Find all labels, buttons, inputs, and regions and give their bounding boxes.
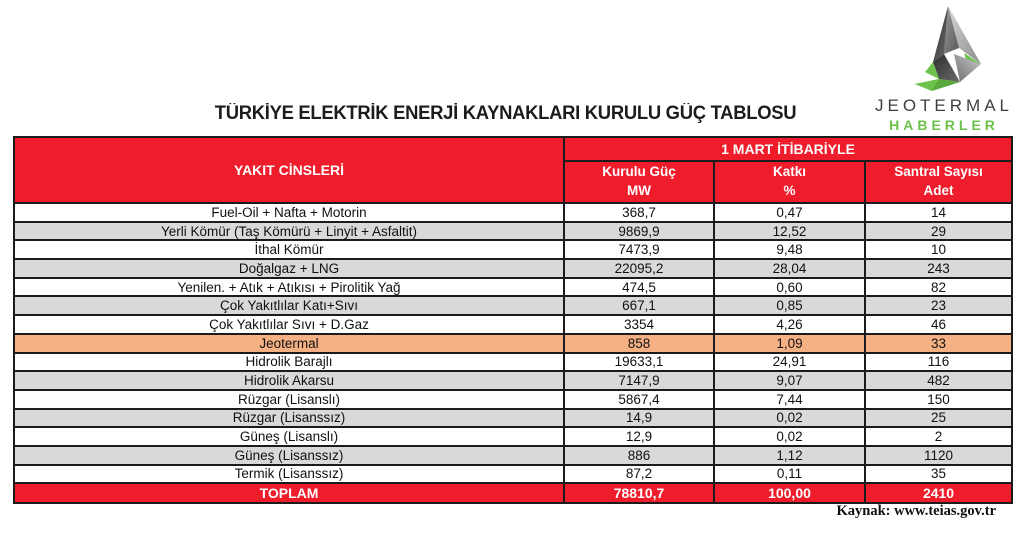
cell-pct: 24,91: [714, 353, 865, 372]
table-row: [14, 409, 1012, 428]
cell-mw: 7147,9: [564, 371, 714, 390]
cell-fuel: Fuel-Oil + Nafta + Motorin: [14, 203, 564, 222]
cell-fuel: Çok Yakıtlılar Sıvı + D.Gaz: [14, 315, 564, 334]
table-row: [14, 390, 1012, 409]
cell-mw: 9869,9: [564, 222, 714, 241]
table-row-jeotermal-highlight: [14, 334, 1012, 353]
cell-fuel: Hidrolik Barajlı: [14, 353, 564, 372]
table-row: [14, 465, 1012, 484]
geothermal-crystal-icon: [901, 4, 987, 94]
header-date-group: 1 MART İTİBARİYLE: [564, 137, 1012, 161]
header-contribution: Katkı %: [714, 161, 865, 203]
cell-adet: 2: [865, 427, 1012, 446]
cell-adet: 35: [865, 465, 1012, 484]
cell-adet: 23: [865, 296, 1012, 315]
cell-total-adet: 2410: [865, 483, 1012, 503]
cell-pct: 12,52: [714, 222, 865, 241]
cell-mw: 22095,2: [564, 259, 714, 278]
cell-pct: 0,02: [714, 427, 865, 446]
capacity-table-wrap: [13, 136, 1013, 504]
cell-fuel: Jeotermal: [14, 334, 564, 353]
cell-mw: 886: [564, 446, 714, 465]
cell-mw: 7473,9: [564, 240, 714, 259]
header-installed-power: Kurulu Güç MW: [564, 161, 714, 203]
cell-adet: 482: [865, 371, 1012, 390]
cell-fuel: Yenilen. + Atık + Atıkısı + Pirolitik Yağ: [14, 278, 564, 297]
table-row: [14, 446, 1012, 465]
cell-fuel: Yerli Kömür (Taş Kömürü + Linyit + Asfaltit): [14, 222, 564, 241]
cell-pct: 4,26: [714, 315, 865, 334]
cell-pct: 0,11: [714, 465, 865, 484]
table-row: [14, 353, 1012, 372]
cell-mw: 368,7: [564, 203, 714, 222]
cell-fuel: Güneş (Lisanssız): [14, 446, 564, 465]
cell-adet: 243: [865, 259, 1012, 278]
cell-adet: 10: [865, 240, 1012, 259]
cell-mw: 12,9: [564, 427, 714, 446]
table-row: [14, 240, 1012, 259]
cell-mw: 14,9: [564, 409, 714, 428]
cell-adet: 29: [865, 222, 1012, 241]
cell-adet: 33: [865, 334, 1012, 353]
cell-adet: 25: [865, 409, 1012, 428]
table-row: [14, 278, 1012, 297]
cell-pct: 9,07: [714, 371, 865, 390]
cell-adet: 14: [865, 203, 1012, 222]
table-row: [14, 315, 1012, 334]
cell-pct: 0,02: [714, 409, 865, 428]
cell-pct: 1,12: [714, 446, 865, 465]
header-fuel-types: YAKIT CİNSLERİ: [14, 137, 564, 203]
capacity-table: [13, 136, 1013, 504]
cell-mw: 3354: [564, 315, 714, 334]
cell-mw: 858: [564, 334, 714, 353]
table-row: [14, 371, 1012, 390]
cell-adet: 46: [865, 315, 1012, 334]
cell-adet: 116: [865, 353, 1012, 372]
source-note: Kaynak: www.teias.gov.tr: [836, 503, 996, 519]
cell-total-mw: 78810,7: [564, 483, 714, 503]
header-row-group: [14, 137, 1012, 161]
cell-pct: 9,48: [714, 240, 865, 259]
logo-text-haberler: HABERLER: [889, 117, 999, 133]
cell-adet: 1120: [865, 446, 1012, 465]
cell-total-pct: 100,00: [714, 483, 865, 503]
page-title: TÜRKİYE ELEKTRİK ENERJİ KAYNAKLARI KURULU GÜÇ TABLOSU: [214, 103, 797, 124]
logo-text-jeotermal: JEOTERMAL: [874, 96, 1014, 115]
cell-pct: 28,04: [714, 259, 865, 278]
header-plant-count: Santral Sayısı Adet: [865, 161, 1012, 203]
cell-fuel: İthal Kömür: [14, 240, 564, 259]
table-row: [14, 427, 1012, 446]
table-row: [14, 222, 1012, 241]
cell-mw: 474,5: [564, 278, 714, 297]
table-row-total: [14, 483, 1012, 503]
table-row: [14, 296, 1012, 315]
table-row: [14, 203, 1012, 222]
cell-mw: 5867,4: [564, 390, 714, 409]
cell-fuel: Rüzgar (Lisanslı): [14, 390, 564, 409]
cell-fuel: Doğalgaz + LNG: [14, 259, 564, 278]
cell-mw: 667,1: [564, 296, 714, 315]
cell-fuel: Çok Yakıtlılar Katı+Sıvı: [14, 296, 564, 315]
cell-pct: 0,47: [714, 203, 865, 222]
cell-pct: 7,44: [714, 390, 865, 409]
table-row: [14, 259, 1012, 278]
cell-fuel: Termik (Lisanssız): [14, 465, 564, 484]
cell-adet: 150: [865, 390, 1012, 409]
cell-fuel: Güneş (Lisanslı): [14, 427, 564, 446]
cell-total-label: TOPLAM: [14, 483, 564, 503]
cell-pct: 1,09: [714, 334, 865, 353]
cell-mw: 19633,1: [564, 353, 714, 372]
cell-mw: 87,2: [564, 465, 714, 484]
cell-pct: 0,60: [714, 278, 865, 297]
cell-fuel: Hidrolik Akarsu: [14, 371, 564, 390]
cell-pct: 0,85: [714, 296, 865, 315]
cell-fuel: Rüzgar (Lisanssız): [14, 409, 564, 428]
cell-adet: 82: [865, 278, 1012, 297]
